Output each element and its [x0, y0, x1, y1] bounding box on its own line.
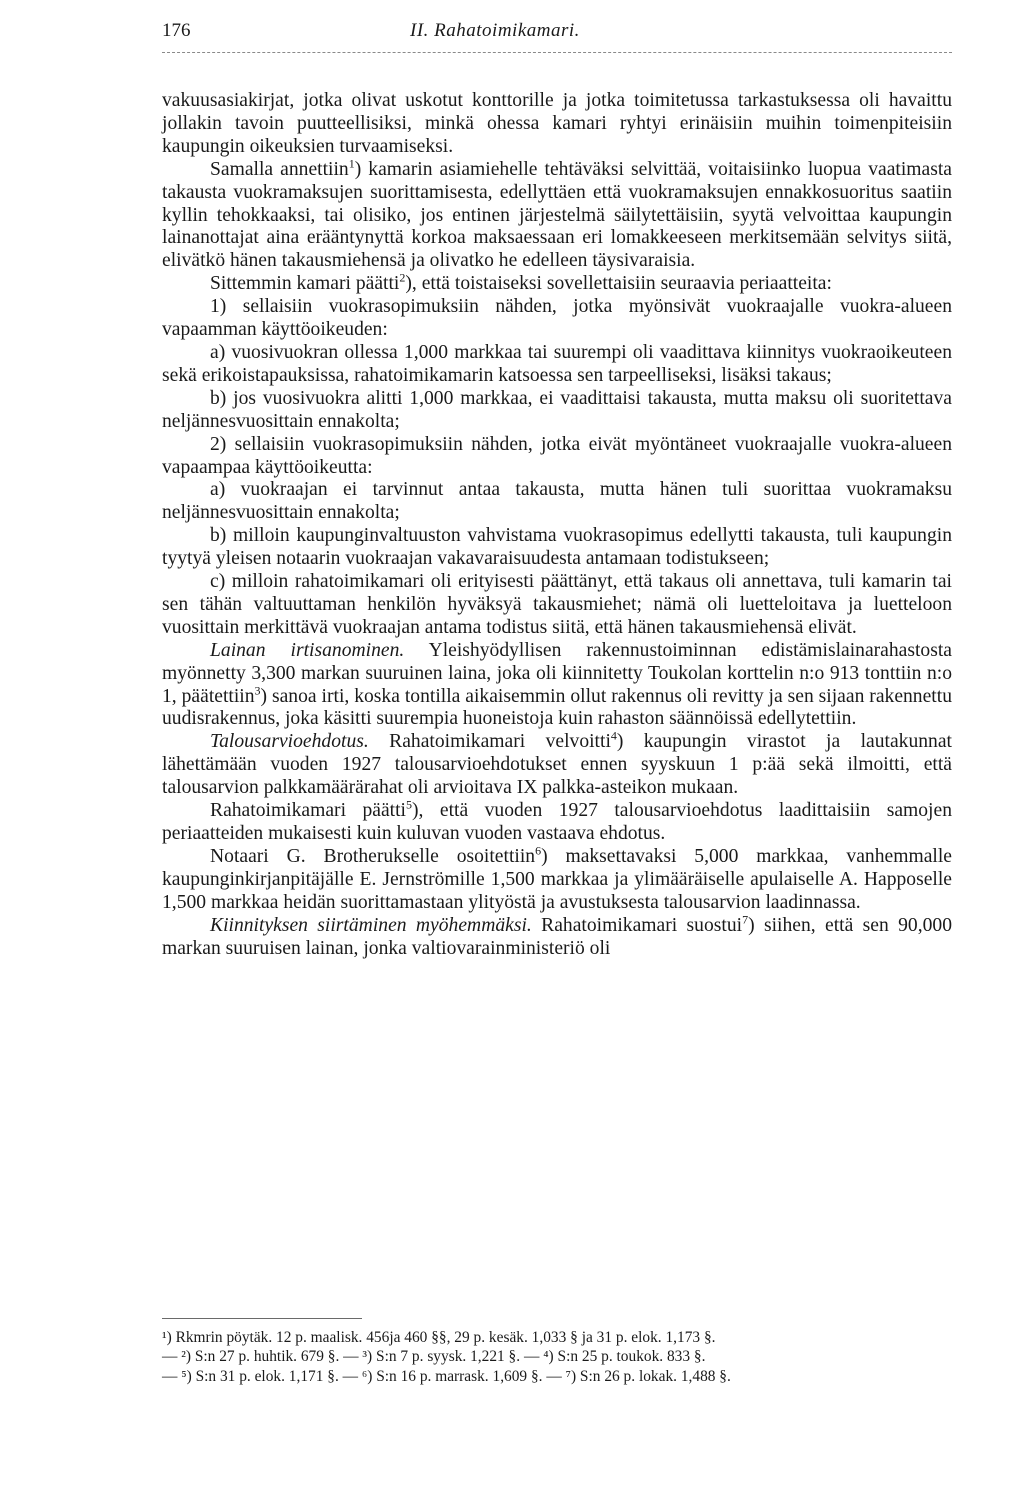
running-title: II. Rahatoimikamari. [410, 20, 580, 41]
footnote-line: ¹) Rkmrin pöytäk. 12 p. maalisk. 456ja 460 §§, 29 p. kesäk. 1,033 § ja 31 p. elok. 1,173 §. [162, 1329, 716, 1346]
page-number: 176 [162, 20, 191, 41]
footnote-line: — ²) S:n 27 p. huhtik. 679 §. — ³) S:n 7 p. syysk. 1,221 §. — ⁴) S:n 25 p. toukok. 833 §. [162, 1348, 706, 1366]
footnote-ref: 6 [535, 843, 542, 858]
paragraph: Talousarvioehdotus. Rahatoimikamari velvoitti$^4$) kaupungin virastot ja lautakunnat lähettämään vuoden 1927 talousarvioehdotukset ennen syyskuun 1 p:ää sekä ilmoitti, että talousarvion palkkamäärärahat oli arvioitava IX palkka-asteikon mukaan. [162, 728, 952, 799]
paragraph: vakuusasiakirjat, jotka olivat uskotut konttorille ja jotka toimitetussa tarkastuksessa oli havaittu jollakin tavoin puutteellisiksi, minkä ohessa kamari ryhtyi erinäisiin muihin toimenpiteisiin kaupungin oikeuksien turvaamiseksi. [162, 90, 952, 157]
list-item: b) jos vuosivuokra alitti 1,000 markkaa, ei vaadittaisi takausta, mutta maksu oli suoritettava neljännesvuosittain ennakolta; [162, 387, 952, 432]
paragraph: Samalla annettiin$^1$) kamarin asiamiehelle tehtäväksi selvittää, voitaisiinko luopua vaatimasta takausta vuokramaksujen suorittamisesta, edellyttäen että vuokramaksujen ennakkosuoritus saatiin kyllin tehokkaaksi, tai olisiko, jos entinen järjestelmä säilytettäisiin, syytä velvoittaa kaupungin lainanottajat aina erääntynyttä korkoa maksaessaan eri lomakkeeseen merkitsemään selvitys siitä, elivätkö hänen takausmiehensä ja olivatko he edelleen täysivaraisia. [162, 156, 953, 272]
list-item: c) milloin rahatoimikamari oli erityisesti päättänyt, että takaus oli annettava, tuli kamarin tai sen tähän valtuuttaman henkilön hyväksyä takausmiehet; nämä oli luetteloitava ja luetteloon vuosittain merkittävä vuokraajan antama todistus siitä, että hänen takausmiehensä elivät. [162, 571, 952, 638]
footnote-ref: 2 [399, 270, 406, 285]
footnote-ref: 7 [742, 912, 749, 927]
page-header [162, 18, 952, 48]
list-item: a) vuosivuokran ollessa 1,000 markkaa tai suurempi oli vaadittava kiinnitys vuokraoikeuteen sekä erikoistapauksissa, rahatoimikamarin katsoessa sen tarpeelliseksi, lisäksi takaus; [162, 341, 952, 386]
footnote-ref: 5 [406, 797, 412, 812]
list-item: b) milloin kaupunginvaltuuston vahvistama vuokrasopimus edellytti takausta, tuli kaupungin tyytyä yleisen notaarin vuokraajan vakavaraisuudesta antamaan todistukseen; [162, 525, 952, 570]
list-item: a) vuokraajan ei tarvinnut antaa takausta, mutta hänen tuli suorittaa vuokramaksu neljännesvuosittain ennakolta; [162, 479, 952, 524]
paragraph: Sittemmin kamari päätti$^2$), että toistaiseksi sovellettaisiin seuraavia periaatteita: [210, 270, 832, 295]
paragraph: Kiinnityksen siirtäminen myöhemmäksi. Rahatoimikamari suostui$^7$) siihen, että sen 90,000 markan suuruisen lainan, jonka valtiovarainministeriö oli [162, 912, 952, 959]
paragraph: Rahatoimikamari päätti$^5$), että vuoden 1927 talousarvioehdotus laadittaisiin samojen periaatteiden mukaisesti kuin kuluvan vuoden vastaava ehdotus. [162, 797, 952, 844]
section-heading: Talousarvioehdotus. [210, 731, 369, 753]
footnote-line: — ⁵) S:n 31 p. elok. 1,171 §. — ⁶) S:n 16 p. marrask. 1,609 §. — ⁷) S:n 26 p. lokak. 1,488 §. [162, 1367, 731, 1385]
list-item: 2) sellaisiin vuokrasopimuksiin nähden, jotka eivät myöntäneet vuokraajalle vuokra-alueen vapaampaa käyttöoikeutta: [162, 433, 952, 478]
footnote-ref: 3 [254, 683, 261, 698]
section-heading: Lainan irtisanominen. [210, 639, 405, 661]
body-text [162, 90, 952, 960]
section-heading: Kiinnityksen siirtäminen myöhemmäksi. [210, 914, 532, 936]
header-rule [162, 52, 952, 53]
footnote-ref: 1 [348, 156, 355, 171]
footnotes [162, 1328, 952, 1386]
footnote-rule [162, 1318, 362, 1319]
paragraph: Notaari G. Brotherukselle osoitettiin$^6$) maksettavaksi 5,000 markkaa, vanhemmalle kaupunginkirjanpitäjälle E. Jernströmille 1,500 markkaa ja ylimääräiselle apulaiselle A. Happoselle 1,500 markkaa heidän suorittamastaan ylityöstä ja avustuksesta talousarvion laadinnassa. [162, 843, 952, 913]
list-item: 1) sellaisiin vuokrasopimuksiin nähden, jotka myönsivät vuokraajalle vuokra-alueen vapaamman käyttöoikeuden: [162, 296, 952, 341]
paragraph: Lainan irtisanominen. Yleishyödyllisen rakennustoiminnan edistämislainarahastosta myönnetty 3,300 markan suuruinen laina, joka oli kiinnitetty Toukolan korttelin n:o 913 tonttiin n:o 1, päätettiin$^3$) sanoa irti, koska tontilla aikaisemmin ollut rakennus oli revitty ja sen sijaan rakennettu uudisrakennus, joka käsitti suurempia huoneistoja kuin rahaston säännöissä edellytettiin. [162, 639, 952, 730]
footnote-ref: 4 [610, 728, 617, 743]
